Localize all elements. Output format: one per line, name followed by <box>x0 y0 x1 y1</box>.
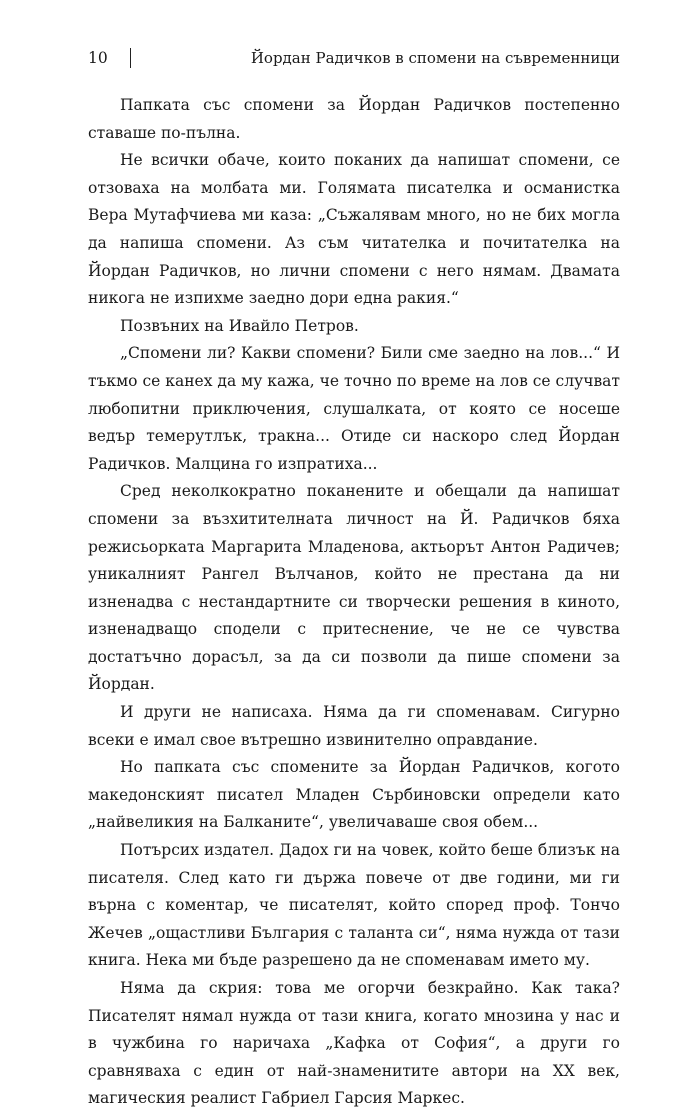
paragraph-3: Позвъних на Ивайло Петров. <box>120 316 359 335</box>
running-head <box>88 46 620 70</box>
body-text <box>88 92 620 1113</box>
paragraph-7: Но папката със спомените за Йордан Радичков, когото македонският писател Младен Сърбиновски определи като „найвеликия на Балканите“, увеличаваше своя обем... <box>88 758 620 832</box>
paragraph-1: Папката със спомени за Йордан Радичков постепенно ставаше по-пълна. <box>88 96 620 142</box>
paragraph-2: Не всички обаче, които поканих да напишат спомени, се отзоваха на молбата ми. Голямата писателка и османистка Вера Мутафчиева ми каза: „Съжалявам много, но не бих могла да напиша спомени. Аз съм читателка и почитателка на Йордан Радичков, но лични спомени с него нямам. Двамата никога не изпихме заедно дори една ракия.“ <box>88 151 620 308</box>
running-title: Йордан Радичков в спомени на съвременници <box>250 49 620 67</box>
paragraph-8: Потърсих издател. Дадох ги на човек, който беше близък на писателя. След като ги държа повече от две години, ми ги върна с коментар, че писателят, който според проф. Тончо Жечев „ощастливи България с таланта си“, няма нужда от тази книга. Нека ми бъде разрешено да не споменавам името му. <box>88 841 620 970</box>
page-number: 10 <box>88 49 108 67</box>
paragraph-9: Няма да скрия: това ме огорчи безкрайно. Как така? Писателят нямал нужда от тази книга, когато мнозина у нас и в чужбина го наричаха „Кафка от София“, а други го сравняваха с един от най-знаменитите автори на XX век, магическия реалист Габриел Гарсия Маркес. <box>88 979 620 1108</box>
paragraph-5: Сред неколкократно поканените и обещали да напишат спомени за възхитителната личност на Й. Радичков бяха режисьорката Маргарита Младенова, актьорът Антон Радичев; уникалният Рангел Вълчанов, който не престана да ни изненадва с нестандартните си творчески решения в киното, изненадващо сподели с притеснение, че не се чувства достатъчно дорасъл, за да си позволи да пише спомени за Йордан. <box>88 482 620 694</box>
paragraph-6: И други не написаха. Няма да ги споменавам. Сигурно всеки е имал свое вътрешно извинително оправдание. <box>88 703 620 749</box>
header-divider <box>130 48 131 68</box>
paragraph-4: „Спомени ли? Какви спомени? Били сме заедно на лов...“ И тъкмо се канех да му кажа, че точно по време на лов се случват любопитни приключения, слушалката, от която се носеше ведър темерутлък, тракна... Отиде си наскоро след Йордан Радичков. Малцина го изпратиха... <box>88 344 620 473</box>
